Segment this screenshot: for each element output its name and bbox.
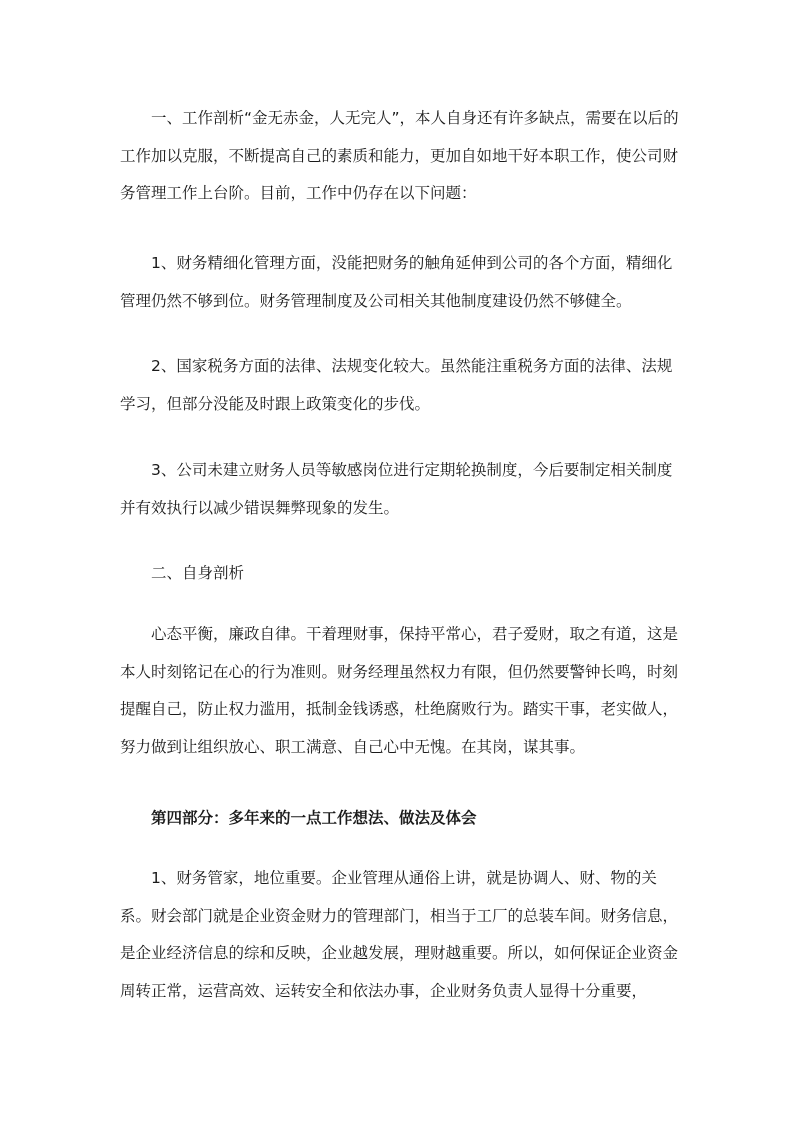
paragraph-issue-3: 3、公司未建立财务人员等敏感岗位进行定期轮换制度，今后要制定相关制度并有效执行以减少错误舞弊现象的发生。 (120, 461, 673, 517)
section-heading-self-analysis: 二、自身剖析 (151, 564, 245, 582)
paragraph-self-analysis: 心态平衡，廉政自律。干着理财事，保持平常心，君子爱财，取之有道，这是本人时刻铭记在心的行为准则。财务经理虽然权力有限，但仍然要警钟长鸣，时刻提醒自己，防止权力滥用，抵制金钱诱惑，杜绝腐败行为。踏实干事，老实做人，努力做到让组织放心、职工满意、自己心中无愧。在其岗，谋其事。 (120, 625, 679, 756)
paragraph-work-analysis: 一、工作剖析“金无赤金，人无完人”，本人自身还有许多缺点，需要在以后的工作加以克服，不断提高自己的素质和能力，更加自如地干好本职工作，使公司财务管理工作上台阶。目前，工作中仍存在以下问题： (120, 109, 679, 202)
paragraph-issue-1: 1、财务精细化管理方面，没能把财务的触角延伸到公司的各个方面，精细化管理仍然不够到位。财务管理制度及公司相关其他制度建设仍然不够健全。 (120, 254, 673, 310)
section-heading-part-four: 第四部分：多年来的一点工作想法、做法及体会 (151, 809, 477, 827)
paragraph-issue-2: 2、国家税务方面的法律、法规变化较大。虽然能注重税务方面的法律、法规学习，但部分没能及时跟上政策变化的步伐。 (120, 357, 673, 413)
paragraph-finance-steward: 1、财务管家，地位重要。企业管理从通俗上讲，就是协调人、财、物的关系。财会部门就是企业资金财力的管理部门，相当于工厂的总装车间。财务信息，是企业经济信息的综和反映，企业越发展，理财越重要。所以，如何保证企业资金周转正常，运营高效、运转安全和依法办事，企业财务负责人显得十分重要， (120, 869, 679, 1000)
